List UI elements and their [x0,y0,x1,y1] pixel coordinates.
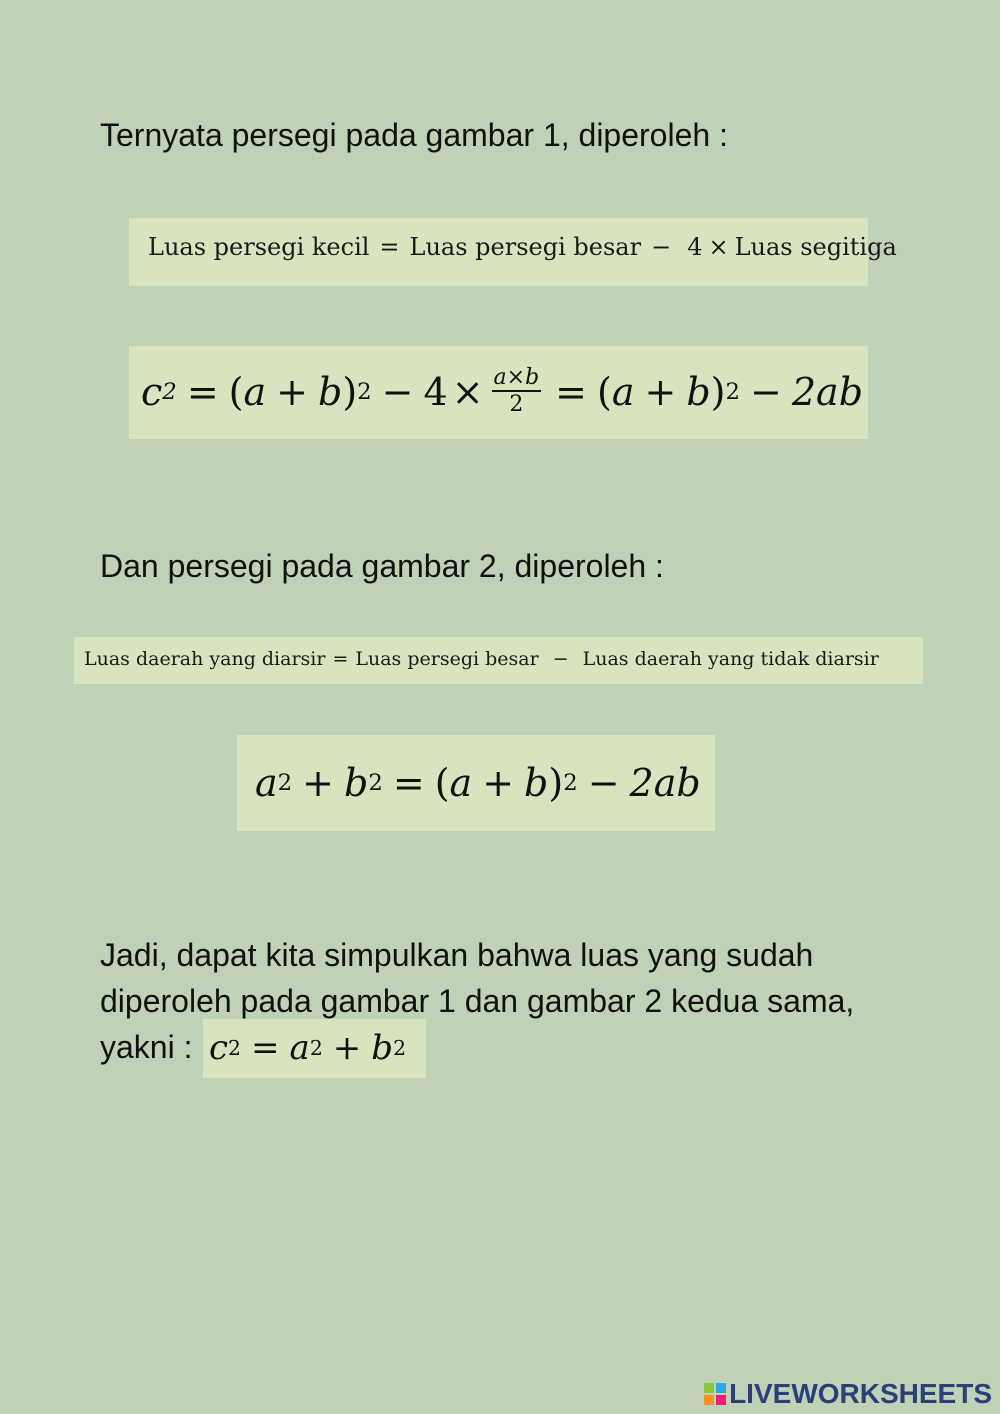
minus-sign: − [651,233,672,261]
minus-sign: − [552,648,569,670]
plus-sign-2: + [482,761,515,805]
right-paren: ) [342,370,358,414]
plus-sign: + [302,761,335,805]
term-luas-persegi-besar: Luas persegi besar [409,233,642,261]
var-a: a [243,370,267,414]
term-2ab: 2ab [629,761,701,805]
conclusion-line-1: Jadi, dapat kita simpulkan bahwa luas yang sudah [100,937,814,973]
var-a-2: a [611,370,635,414]
term-luas-daerah-diarsir: Luas daerah yang diarsir [84,648,326,670]
coefficient-four: 4 [687,233,703,261]
formula-box-1: c 2 = ( a + b ) 2 − 4 × $\frac{a\times b}{2}$ = ( a + b ) 2 − 2ab [129,346,868,439]
term-luas-persegi-kecil: Luas persegi kecil [148,233,370,261]
left-paren: ( [228,370,244,414]
var-b: b [317,370,343,414]
var-b-2: b [524,761,549,805]
equals-sign: = [379,233,400,261]
fraction-denominator: 2 [509,392,524,417]
var-a-2: a [449,761,473,805]
var-b: b [344,761,369,805]
equals-sign: = [186,370,219,414]
left-paren-2: ( [597,370,612,414]
left-paren: ( [434,761,450,805]
var-a: a [289,1028,310,1068]
term-luas-persegi-besar: Luas persegi besar [355,648,539,670]
fraction-numerator: a×b [493,365,540,390]
minus-sign-2: − [750,370,782,414]
var-c: c [209,1028,229,1068]
fraction-a-times-b-over-2 [492,366,542,418]
equals-sign-2: = [555,370,588,414]
conclusion-text [100,932,854,1070]
intro-text-2: Dan persegi pada gambar 2, diperoleh : [100,548,664,584]
minus-sign: − [381,370,414,414]
liveworksheets-logo-text: LIVEWORKSHEETS [729,1378,992,1409]
intro-text-1: Ternyata persegi pada gambar 1, diperoleh : [100,117,728,153]
term-2ab: 2ab [791,370,864,414]
equals-sign: = [392,761,425,805]
times-sign: × [451,370,484,414]
word-equation-box-2 [74,637,923,684]
right-paren-2: ) [710,370,726,414]
conclusion-line-3: yakni : [100,1029,193,1065]
var-b-2: b [686,370,711,414]
liveworksheets-logo [704,1378,992,1410]
liveworksheets-logo-icon [704,1383,726,1405]
equals-sign: = [332,648,349,670]
plus-sign: + [276,370,308,414]
times-sign: × [708,233,729,261]
right-paren: ) [548,761,564,805]
formula-box-2: a 2 + b 2 = ( a + b ) 2 − 2ab [237,735,715,831]
word-equation-box-1 [129,218,897,286]
minus-sign: − [587,761,620,805]
conclusion-line-2: diperoleh pada gambar 1 dan gambar 2 kedua sama, [100,983,855,1019]
term-luas-segitiga: Luas segitiga [734,233,897,261]
plus-sign: + [332,1028,362,1068]
term-luas-daerah-tidak-diarsir: Luas daerah yang tidak diarsir [582,648,879,670]
var-b: b [371,1028,394,1068]
final-formula-box: c 2 = a 2 + b 2 [203,1019,426,1078]
coefficient-four: 4 [423,370,448,414]
equals-sign: = [251,1028,280,1068]
var-c: c [141,370,163,414]
plus-sign-2: + [644,370,677,414]
var-a: a [255,761,278,805]
